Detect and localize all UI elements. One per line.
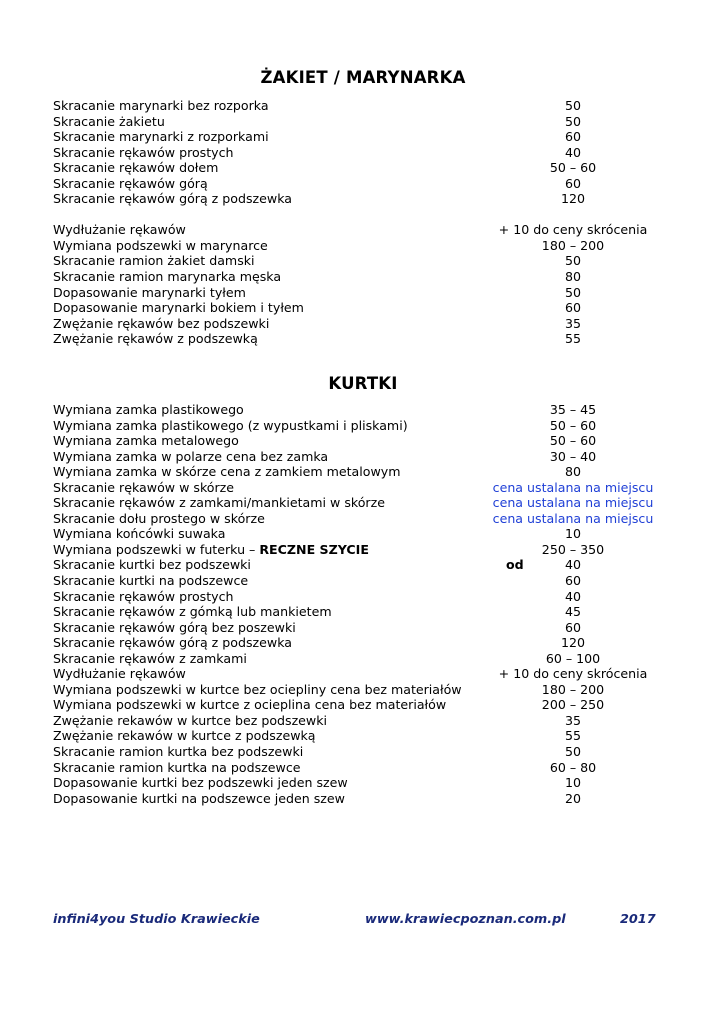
service-label xyxy=(53,557,251,573)
service-label xyxy=(53,775,348,791)
price-row xyxy=(53,697,673,713)
price-value-text: 50 xyxy=(564,744,582,760)
service-label-text: Skracanie dołu prostego w skórze xyxy=(53,510,265,526)
service-label-text: Dopasowanie marynarki tyłem xyxy=(53,284,246,300)
price-row xyxy=(53,526,673,542)
service-label xyxy=(53,511,265,527)
service-label xyxy=(53,449,328,465)
price-value-text: 10 xyxy=(564,526,582,542)
service-label-text: Skracanie ramion kurtka na podszewce xyxy=(53,759,301,775)
service-label-text: Skracanie rękawów górą z podszewka xyxy=(53,635,292,651)
price-row xyxy=(53,98,673,114)
service-label-text: Wymiana podszewki w kurtce z ocieplina cena bez materiałów xyxy=(53,697,447,713)
service-label xyxy=(53,418,408,434)
service-label xyxy=(53,114,165,130)
price-row xyxy=(53,191,673,207)
service-label xyxy=(53,98,269,114)
service-label-text: Wymiana zamka plastikowego (z wypustkami i pliskami) xyxy=(53,417,408,433)
price-row xyxy=(53,222,673,238)
service-label-text: Skracanie kurtki na podszewce xyxy=(53,573,249,589)
price-value-text: 55 xyxy=(564,728,582,744)
price-row xyxy=(53,418,673,434)
service-label-text: Skracanie rękawów górą bez poszewki xyxy=(53,619,296,635)
price-value-text: 50 – 60 xyxy=(549,433,597,449)
service-label xyxy=(53,300,304,316)
service-label-text: Skracanie marynarki bez rozporka xyxy=(53,98,269,113)
service-label-text: Wydłużanie rękawów xyxy=(53,666,186,682)
service-label-text: Skracanie rękawów z zamkami/mankietami w skórze xyxy=(53,495,385,511)
section-title-kurtki: KURTKI xyxy=(328,374,398,393)
service-label xyxy=(53,145,234,161)
service-label-text: Wymiana zamka w skórze cena z zamkiem metalowym xyxy=(53,464,401,480)
price-value-text: 80 xyxy=(564,464,582,480)
service-label xyxy=(53,176,208,192)
service-label-text: Dopasowanie marynarki bokiem i tyłem xyxy=(53,300,304,316)
price-value-text: + 10 do ceny skrócenia xyxy=(498,222,648,238)
service-label xyxy=(53,285,246,301)
service-label-text: Wydłużanie rękawów xyxy=(53,222,186,238)
service-label-text: Zwężanie rękawów z podszewką xyxy=(53,331,258,347)
service-label xyxy=(53,682,462,698)
footer-brand: infini4you Studio Krawieckie xyxy=(53,912,260,927)
service-label xyxy=(53,666,186,682)
price-value-text: 60 xyxy=(564,300,582,316)
service-label-text: Zwężanie rekawów w kurtce bez podszewki xyxy=(53,712,328,728)
service-label-text: Skracanie ramion kurtka bez podszewki xyxy=(53,744,304,760)
price-row xyxy=(53,285,673,301)
service-label xyxy=(53,713,327,729)
service-label-text: Wymiana zamka plastikowego xyxy=(53,402,244,417)
price-value-text: 80 xyxy=(564,268,582,284)
price-row xyxy=(53,604,673,620)
price-row xyxy=(53,300,673,316)
service-label xyxy=(53,464,401,480)
price-row xyxy=(53,402,673,418)
service-label xyxy=(53,316,269,332)
price-row xyxy=(53,620,673,636)
price-value-text: cena ustalana na miejscu xyxy=(492,510,654,526)
service-label-text: Wymiana podszewki w marynarce xyxy=(53,237,268,253)
price-value-text: 60 xyxy=(564,175,582,191)
price-row xyxy=(53,791,673,807)
price-row xyxy=(53,589,673,605)
service-label-text: Skracanie ramion żakiet damski xyxy=(53,253,255,269)
price-row xyxy=(53,713,673,729)
price-row xyxy=(53,744,673,760)
price-value-text: 55 xyxy=(564,331,582,347)
page-footer xyxy=(53,912,657,930)
price-value-text: 60 xyxy=(564,619,582,635)
service-label-text: Skracanie kurtki bez podszewki xyxy=(53,557,251,573)
price-value-text: 35 xyxy=(564,315,582,331)
service-label xyxy=(53,791,345,807)
service-label xyxy=(53,495,385,511)
price-row xyxy=(53,160,673,176)
price-value-text: 40 xyxy=(564,588,582,604)
service-label xyxy=(53,253,255,269)
service-label-text: Wymiana zamka metalowego xyxy=(53,433,239,449)
price-row xyxy=(53,331,673,347)
service-label xyxy=(53,222,186,238)
service-label xyxy=(53,191,292,207)
price-value-text: 60 xyxy=(564,573,582,589)
service-label xyxy=(53,651,247,667)
price-row xyxy=(53,495,673,511)
price-row xyxy=(53,573,673,589)
service-label xyxy=(53,402,244,418)
footer-year: 2017 xyxy=(620,912,656,927)
price-row xyxy=(53,145,673,161)
service-label xyxy=(53,331,258,347)
price-row xyxy=(53,480,673,496)
price-value-text: + 10 do ceny skrócenia xyxy=(498,666,648,682)
price-row xyxy=(53,775,673,791)
price-value-text: 20 xyxy=(564,790,582,806)
service-label xyxy=(53,160,218,176)
price-row xyxy=(53,464,673,480)
price-value-text: 35 xyxy=(564,712,582,728)
price-row xyxy=(53,511,673,527)
service-label-text: Skracanie rękawów z gómką lub mankietem xyxy=(53,604,332,620)
price-row xyxy=(53,635,673,651)
price-row xyxy=(53,651,673,667)
price-value-text: 60 xyxy=(564,129,582,145)
price-value-text: 10 xyxy=(564,775,582,791)
price-value-text: cena ustalana na miejscu xyxy=(492,479,654,495)
service-label-text: Wymiana podszewki w kurtce bez ociepliny cena bez materiałów xyxy=(53,681,462,697)
service-label-text: Skracanie rękawów górą z podszewka xyxy=(53,191,292,207)
service-label-text: Skracanie żakietu xyxy=(53,113,165,129)
price-row xyxy=(53,728,673,744)
price-prefix: od xyxy=(506,557,524,573)
price-row xyxy=(53,542,673,558)
price-value-text: 50 xyxy=(564,98,582,113)
service-label-text: Skracanie rękawów dołem xyxy=(53,160,219,176)
price-list-kurtki xyxy=(53,402,673,806)
price-row xyxy=(53,129,673,145)
service-label xyxy=(53,269,281,285)
price-row xyxy=(53,316,673,332)
price-row xyxy=(53,238,673,254)
price-row xyxy=(53,114,673,130)
service-label-text: Wymiana końcówki suwaka xyxy=(53,526,226,542)
price-row xyxy=(53,682,673,698)
service-label-emphasis: RECZNE SZYCIE xyxy=(259,541,369,557)
price-value-text: 180 – 200 xyxy=(541,237,605,253)
price-value-text: 60 – 100 xyxy=(545,650,601,666)
price-value-text: 50 xyxy=(564,253,582,269)
service-label xyxy=(53,238,268,254)
service-label-text: Skracanie ramion marynarka męska xyxy=(53,268,282,284)
service-label xyxy=(53,129,269,145)
service-label xyxy=(53,728,316,744)
price-row xyxy=(53,760,673,776)
price-value-text: 50 – 60 xyxy=(549,160,597,176)
service-label-text: Wymiana zamka w polarze cena bez zamka xyxy=(53,448,329,464)
service-label xyxy=(53,433,239,449)
price-value-text: 35 – 45 xyxy=(549,402,597,417)
price-row xyxy=(53,557,673,573)
service-label-text: Dopasowanie kurtki na podszewce jeden szew xyxy=(53,790,345,806)
service-label-text: Dopasowanie kurtki bez podszewki jeden szew xyxy=(53,775,348,791)
service-label xyxy=(53,635,292,651)
service-label xyxy=(53,620,296,636)
price-row xyxy=(53,269,673,285)
price-list-jacket xyxy=(53,98,673,347)
price-value-text: 200 – 250 xyxy=(541,697,605,713)
footer-website: www.krawiecpoznan.com.pl xyxy=(365,912,566,927)
service-label xyxy=(53,542,369,558)
service-label-text: Skracanie rękawów prostych xyxy=(53,588,234,604)
service-label-text: Zwężanie rękawów bez podszewki xyxy=(53,315,270,331)
service-label-text: Skracanie rękawów górą xyxy=(53,175,208,191)
price-row xyxy=(53,176,673,192)
price-value-text: 50 – 60 xyxy=(549,417,597,433)
price-value-text: 50 xyxy=(564,113,582,129)
price-row xyxy=(53,433,673,449)
price-value-text: 120 xyxy=(560,191,586,207)
service-label xyxy=(53,604,332,620)
service-label xyxy=(53,697,446,713)
price-value-text: 180 – 200 xyxy=(541,681,605,697)
service-label-text: Zwężanie rekawów w kurtce z podszewką xyxy=(53,728,316,744)
price-row xyxy=(53,253,673,269)
price-value-text: 30 – 40 xyxy=(549,448,597,464)
service-label xyxy=(53,526,225,542)
service-label-text: Skracanie rękawów z zamkami xyxy=(53,650,247,666)
price-value-text: 250 – 350 xyxy=(541,541,605,557)
price-value-text: 45 xyxy=(564,604,582,620)
service-label xyxy=(53,480,234,496)
price-row xyxy=(53,449,673,465)
service-label-text: Skracanie rękawów prostych xyxy=(53,144,234,160)
price-value-text: 120 xyxy=(560,635,586,651)
service-label xyxy=(53,573,248,589)
service-label xyxy=(53,744,303,760)
price-value-text: 50 xyxy=(564,284,582,300)
price-value-text: 60 – 80 xyxy=(549,759,597,775)
service-label-text: Skracanie marynarki z rozporkami xyxy=(53,129,269,145)
service-label-text: Wymiana podszewki w futerku – xyxy=(53,541,260,557)
service-label xyxy=(53,760,301,776)
price-value-text: 40 xyxy=(564,557,582,573)
service-label-text: Skracanie rękawów w skórze xyxy=(53,479,235,495)
service-label xyxy=(53,589,234,605)
section-title-jacket: ŻAKIET / MARYNARKA xyxy=(260,68,466,87)
price-value-text: 40 xyxy=(564,144,582,160)
price-row xyxy=(53,666,673,682)
price-value-text: cena ustalana na miejscu xyxy=(492,495,654,511)
